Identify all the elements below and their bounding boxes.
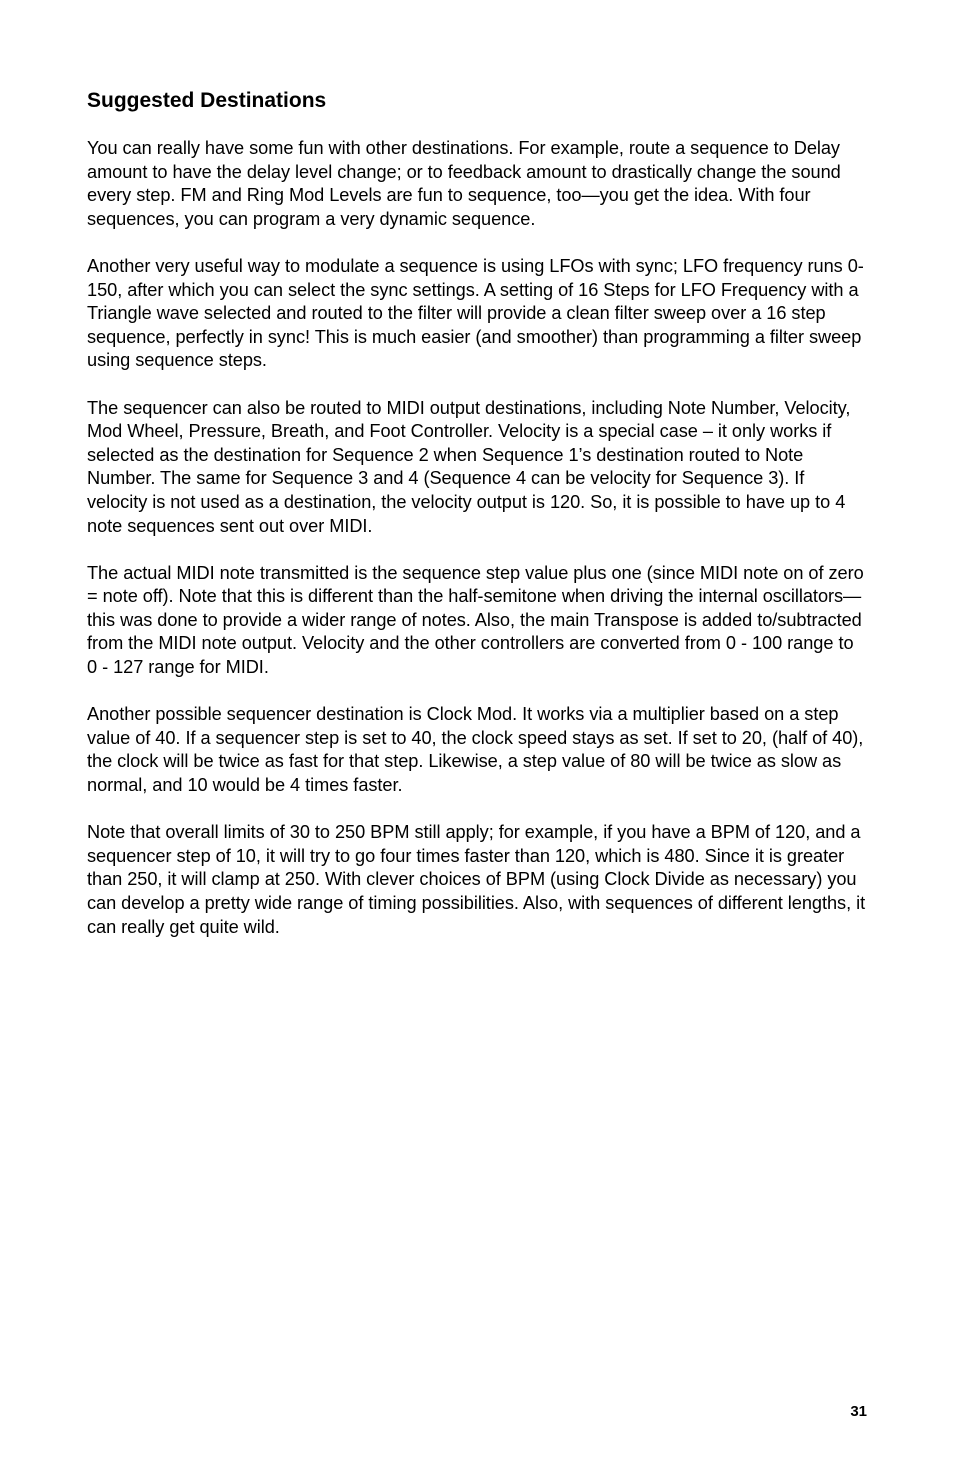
- document-page: [87, 86, 867, 963]
- section-heading: Suggested Destinations: [87, 89, 327, 112]
- page-number: 31: [850, 1403, 867, 1420]
- paragraph-lfo-sync: Another very useful way to modulate a sequence is using LFOs with sync; LFO frequency runs 0-150, after which you can select the sync settings. A setting of 16 Steps for LFO Frequency with a Triangle wave selected and routed to the filter will provide a clean filter sweep over a 16 step sequence, perfectly in sync! This is much easier (and smoother) than programming a filter sweep using sequence steps.: [87, 255, 864, 371]
- paragraph-clock-mod: Another possible sequencer destination is Clock Mod. It works via a multiplier based on a step value of 40. If a sequencer step is set to 40, the clock speed stays as set. If set to 20, (half of 40), the clock will be twice as fast for that step. Likewise, a step value of 80 will be twice as slow as normal, and 10 would be 4 times faster.: [87, 704, 864, 796]
- paragraph-midi-output: The sequencer can also be routed to MIDI output destinations, including Note Number, Velocity, Mod Wheel, Pressure, Breath, and Foot Controller. Velocity is a special case – it only works if selected as the destination for Sequence 2 when Sequence 1’s destination routed to Note Number. The same for Sequence 3 and 4 (Sequence 4 can be velocity for Sequence 3). If velocity is not used as a destination, the velocity output is 120. So, it is possible to have up to 4 note sequences sent out over MIDI.: [87, 397, 851, 536]
- paragraph-bpm-limits: Note that overall limits of 30 to 250 BPM still apply; for example, if you have a BPM of 120, and a sequencer step of 10, it will try to go four times faster than 120, which is 480. Since it is greater than 250, it will clamp at 250. With clever choices of BPM (using Clock Divide as necessary) you can develop a pretty wide range of timing possibilities. Also, with sequences of different lengths, it can really get quite wild.: [87, 822, 866, 937]
- paragraph-destinations: You can really have some fun with other destinations. For example, route a sequence to Delay amount to have the delay level change; or to feedback amount to drastically change the sound every step. FM and Ring Mod Levels are fun to sequence, too—you get the idea. With four sequences, you can program a very dynamic sequence.: [87, 138, 841, 229]
- paragraph-midi-note: The actual MIDI note transmitted is the sequence step value plus one (since MIDI note on of zero = note off). Note that this is different than the half-semitone when driving the internal oscillators—this was done to provide a wider range of notes. Also, the main Transpose is added to/subtracted from the MIDI note output. Velocity and the other controllers are converted from 0 - 100 range to 0 - 127 range for MIDI.: [87, 562, 864, 678]
